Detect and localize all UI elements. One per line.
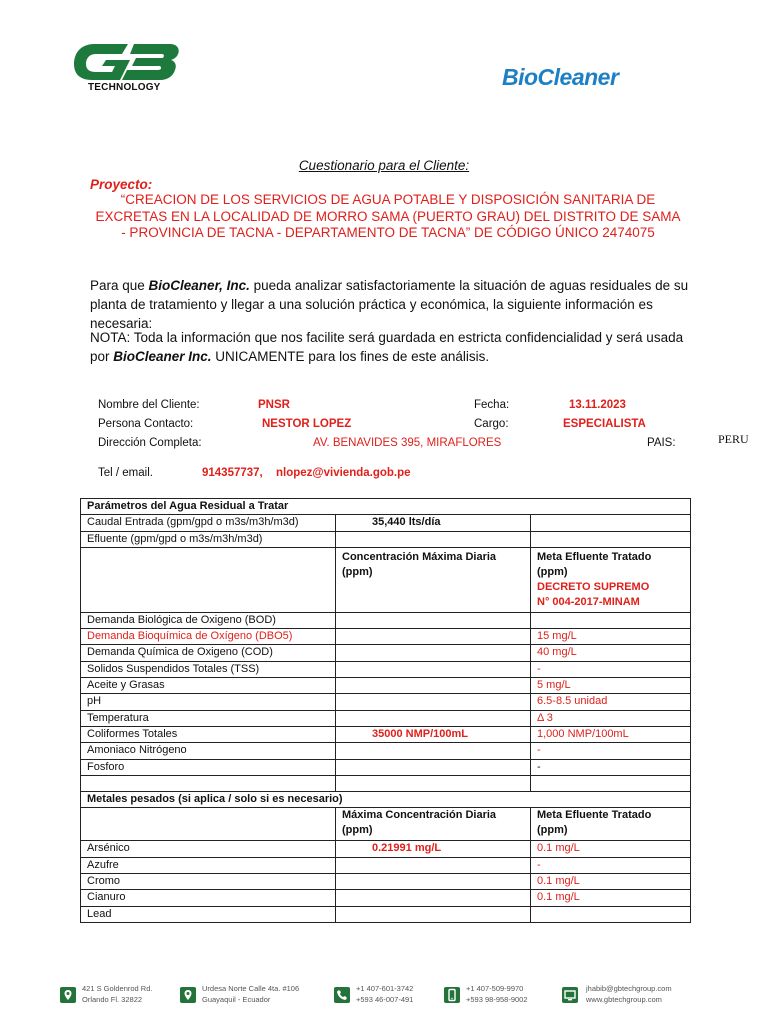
cargo-label: Cargo: (474, 418, 509, 430)
param-name: Aceite y Grasas (81, 678, 336, 694)
param-conc (336, 759, 531, 775)
intro-post: pueda analizar satisfactoriamente la situación de aguas residuales de su planta de tratamiento y llegar a una solución práctica y económica, la siguiente información es necesaria: (90, 278, 689, 331)
metal-name: Lead (81, 906, 336, 922)
metal-name: Arsénico (81, 841, 336, 857)
location-pin-icon (60, 987, 76, 1003)
metal-name: Cianuro (81, 890, 336, 906)
param-meta: 40 mg/L (531, 645, 691, 661)
address-label: Dirección Completa: (98, 437, 202, 449)
address1 (82, 983, 152, 1005)
table-row (81, 743, 691, 759)
date-value: 13.11.2023 (569, 399, 626, 411)
efluente-conc (336, 531, 531, 547)
param-conc (336, 710, 531, 726)
country-value: PERU (718, 432, 749, 446)
phone2 (466, 983, 528, 1005)
param-name: Demanda Bioquímica de Oxígeno (DBO5) (81, 629, 336, 645)
parameters-table (80, 498, 691, 923)
address2-line2: Guayaquil - Ecuador (202, 995, 271, 1004)
param-meta: - (531, 661, 691, 677)
email-contact: jhabib@gbtechgroup.com (586, 984, 672, 993)
nota-company: BioCleaner Inc. (113, 349, 212, 364)
metal-meta: 0.1 mg/L (531, 890, 691, 906)
section1-title: Parámetros del Agua Residual a Tratar (81, 499, 691, 515)
param-meta: 5 mg/L (531, 678, 691, 694)
table-row (81, 775, 691, 791)
table-row (81, 726, 691, 742)
table-row (81, 906, 691, 922)
table-row (81, 515, 691, 531)
param-name: pH (81, 694, 336, 710)
header-empty (81, 808, 336, 841)
address1-line2: Orlando Fl. 32822 (82, 995, 143, 1004)
efluente-meta (531, 531, 691, 547)
country-label: PAIS: (647, 437, 676, 449)
section2-title: Metales pesados (si aplica / solo si es necesario) (81, 792, 691, 808)
date-label: Fecha: (474, 399, 510, 411)
metal-meta (531, 906, 691, 922)
tel-email-label: Tel / email. (98, 467, 153, 479)
project-label: Proyecto: (90, 177, 153, 192)
page-title: Cuestionario para el Cliente: (298, 158, 470, 173)
table-row (81, 890, 691, 906)
param-conc (336, 678, 531, 694)
table-row (81, 661, 691, 677)
cargo-value: ESPECIALISTA (563, 418, 646, 430)
address2-line1: Urdesa Norte Calle 4ta. #106 (202, 984, 300, 993)
intro-paragraph (90, 276, 690, 333)
metal-conc: 0.21991 mg/L (336, 841, 531, 857)
intro-company: BioCleaner, Inc. (148, 278, 250, 293)
table-column-header (81, 547, 691, 612)
metal-name: Cromo (81, 874, 336, 890)
phone-icon (334, 987, 350, 1003)
table-row (81, 694, 691, 710)
table-row (81, 759, 691, 775)
table-row (81, 874, 691, 890)
param-conc (336, 629, 531, 645)
metal-conc (336, 890, 531, 906)
decreto-line1: DECRETO SUPREMO (537, 580, 650, 593)
gb-technology-wordmark: TECHNOLOGY (88, 82, 161, 93)
address-value: AV. BENAVIDES 395, MIRAFLORES (313, 437, 502, 449)
caudal-value: 35,440 lts/día (336, 515, 531, 531)
phone1-line2: +593 46-007-491 (356, 995, 414, 1004)
header2-meta: Meta Efluente Tratado (ppm) (531, 808, 691, 841)
table-row (81, 629, 691, 645)
phone2-line2: +593 98-958-9002 (466, 995, 528, 1004)
param-name: Amoniaco Nitrógeno (81, 743, 336, 759)
metal-meta: 0.1 mg/L (531, 874, 691, 890)
table-row (81, 612, 691, 628)
param-name: Coliformes Totales (81, 726, 336, 742)
param-meta: Δ 3 (531, 710, 691, 726)
address2 (202, 983, 299, 1005)
table-row (81, 841, 691, 857)
param-conc (336, 612, 531, 628)
efluente-label: Efluente (gpm/gpd o m3s/m3h/m3d) (81, 531, 336, 547)
project-description: “CREACION DE LOS SERVICIOS DE AGUA POTABLE Y DISPOSICIÓN SANITARIA DE EXCRETAS EN LA LOCALIDAD DE MORRO SAMA (PUERTO GRAU) DEL DISTRITO DE SAMA - PROVINCIA DE TACNA - DEPARTAMENTO DE TACNA” DE CÓDIGO ÚNICO 2474075 (95, 192, 681, 240)
nota-pre: NOTA: Toda la información que nos facilite será guardada en estricta confidencialidad y será usada por (90, 330, 684, 364)
blank-cell (336, 775, 531, 791)
contact-label: Persona Contacto: (98, 418, 194, 430)
contact-name: NESTOR LOPEZ (262, 418, 352, 430)
table-section-header (81, 499, 691, 515)
param-conc (336, 694, 531, 710)
tel-value: 914357737, (202, 467, 263, 479)
metal-meta: - (531, 857, 691, 873)
nota-post: UNICAMENTE para los fines de este análisis. (211, 349, 490, 364)
param-meta: 6.5-8.5 unidad (531, 694, 691, 710)
param-meta: 15 mg/L (531, 629, 691, 645)
table-row (81, 710, 691, 726)
client-name-label: Nombre del Cliente: (98, 399, 200, 411)
web-contact (586, 983, 672, 1005)
table-row (81, 531, 691, 547)
nota-paragraph (90, 328, 690, 366)
email-value: nlopez@vivienda.gob.pe (276, 467, 411, 479)
param-name: Demanda Química de Oxigeno (COD) (81, 645, 336, 661)
biocleaner-logo: BioCleaner (502, 64, 619, 90)
table-row (81, 857, 691, 873)
param-name: Demanda Biológica de Oxigeno (BOD) (81, 612, 336, 628)
phone2-line1: +1 407-509-9970 (466, 984, 524, 993)
blank-cell (531, 775, 691, 791)
caudal-label: Caudal Entrada (gpm/gpd o m3s/m3h/m3d) (81, 515, 336, 531)
phone1 (356, 983, 413, 1005)
table-column-header (81, 808, 691, 841)
param-name: Temperatura (81, 710, 336, 726)
address1-line1: 421 S Goldenrod Rd. (82, 984, 153, 993)
location-pin-icon (180, 987, 196, 1003)
metal-conc (336, 857, 531, 873)
caudal-meta (531, 515, 691, 531)
param-meta: - (531, 743, 691, 759)
header2-concentration: Máxima Concentración Diaria (ppm) (336, 808, 531, 841)
client-name: PNSR (258, 399, 290, 411)
blank-cell (81, 775, 336, 791)
table-row (81, 678, 691, 694)
header-concentration: Concentración Máxima Diaria (ppm) (336, 547, 531, 612)
metal-meta: 0.1 mg/L (531, 841, 691, 857)
param-conc: 35000 NMP/100mL (336, 726, 531, 742)
phone1-line1: +1 407-601-3742 (356, 984, 414, 993)
param-name: Fosforo (81, 759, 336, 775)
header-meta-text: Meta Efluente Tratado (ppm) (537, 550, 652, 578)
param-conc (336, 645, 531, 661)
param-conc (336, 661, 531, 677)
metal-name: Azufre (81, 857, 336, 873)
metal-conc (336, 874, 531, 890)
param-conc (336, 743, 531, 759)
param-meta (531, 612, 691, 628)
website: www.gbtechgroup.com (586, 995, 662, 1004)
decreto-line2: N° 004-2017-MINAM (537, 595, 640, 608)
param-meta: - (531, 759, 691, 775)
param-meta: 1,000 NMP/100mL (531, 726, 691, 742)
intro-pre: Para que (90, 278, 149, 293)
metal-conc (336, 906, 531, 922)
header-empty (81, 547, 336, 612)
table-row (81, 645, 691, 661)
monitor-icon (562, 987, 578, 1003)
header-meta (531, 547, 691, 612)
param-name: Solidos Suspendidos Totales (TSS) (81, 661, 336, 677)
table-section-header (81, 792, 691, 808)
mobile-icon (444, 987, 460, 1003)
